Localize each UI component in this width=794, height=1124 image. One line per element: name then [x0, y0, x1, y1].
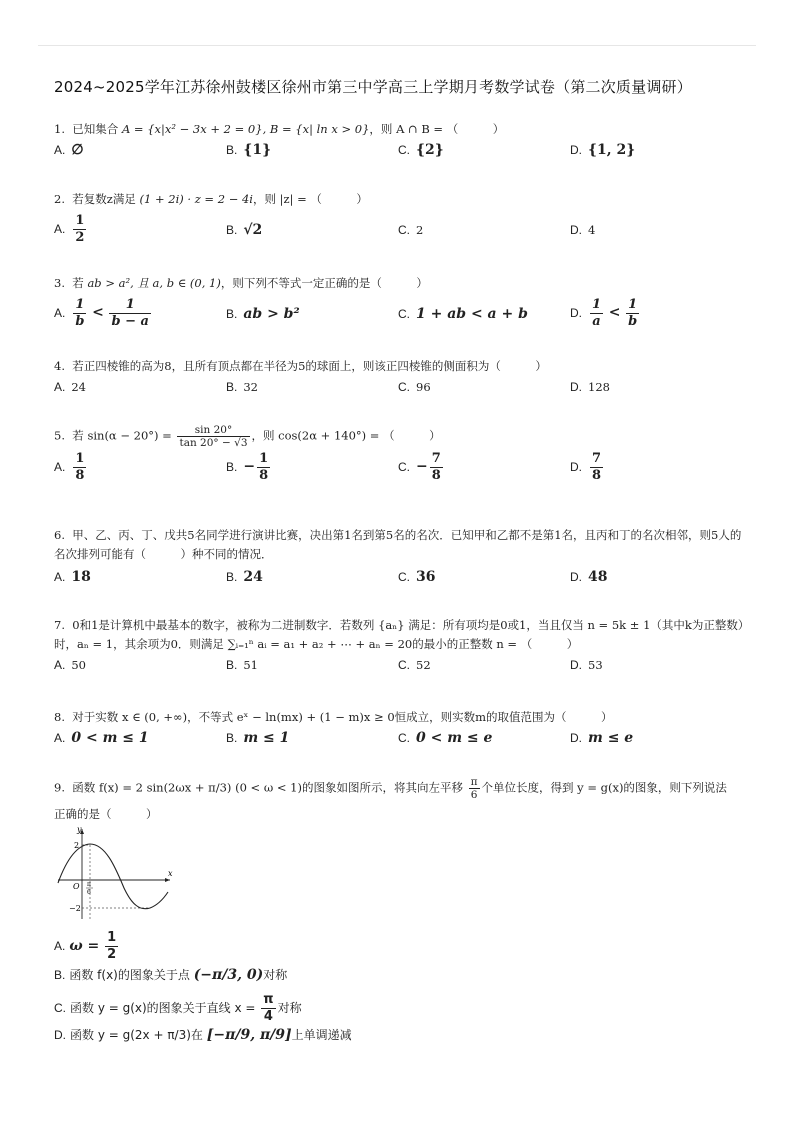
question-2 — [54, 190, 744, 245]
x-tick-numerator: π — [87, 881, 91, 888]
question-5 — [54, 424, 744, 487]
question-9-stem-cont: 正确的是（ ） — [54, 807, 158, 821]
question-4 — [54, 357, 744, 402]
question-1-options — [54, 141, 744, 165]
option-a[interactable]: A. $\frac{1}{b}$ < $\frac{1}{b - a}$ — [54, 297, 149, 329]
page-header-rule — [38, 45, 756, 46]
option-a[interactable]: A. $\frac{1}{8}$ — [54, 451, 85, 483]
option-d[interactable]: D. {1, 2} — [570, 142, 636, 158]
y-min-label: −2 — [69, 904, 81, 913]
option-d[interactable]: D. $\frac{7}{8}$ — [570, 451, 602, 483]
option-c[interactable]: C. 36 — [398, 569, 436, 585]
question-5-options — [54, 451, 744, 487]
question-2-stem: 2. 若复数z满足 (1 + 2i) · z = 2 − 4i，则 |z| = （ ） — [54, 192, 368, 206]
option-d[interactable]: D. m ≤ e — [570, 730, 634, 746]
question-7-options — [54, 656, 744, 680]
y-max-label: 2 — [74, 841, 80, 850]
option-c[interactable]: C. {2} — [398, 142, 444, 158]
y-axis-label: y — [77, 825, 82, 834]
option-c[interactable]: C. 0 < m ≤ e — [398, 730, 493, 746]
question-5-stem: 5. 若 sin(α − 20°) = $\frac{\sin 20^\circ}{\tan 20^\circ - √3}$ ，则 cos(2α + 140°) = （ ） — [54, 424, 441, 449]
question-4-options — [54, 378, 744, 402]
option-d[interactable]: D. 128 — [570, 380, 610, 394]
option-a[interactable]: A. $\frac{1}{2}$ — [54, 213, 85, 245]
question-9-stem: 9. 函数 f(x) = 2 sin(2ωx + π/3) (0 < ω < 1)的图象如图所示，将其向左平移 $\frac{\pi}{6}$ 个单位长度，得到 y = g(x)的图象，则下列说法 — [54, 776, 727, 801]
question-9 — [54, 776, 744, 824]
sine-graph — [54, 823, 178, 921]
option-b[interactable]: B. m ≤ 1 — [226, 730, 290, 746]
option-b[interactable]: B. 24 — [226, 569, 263, 585]
question-8 — [54, 708, 744, 753]
option-c[interactable]: C. 52 — [398, 658, 431, 672]
option-a[interactable]: A. 18 — [54, 569, 91, 585]
x-axis-label: x — [168, 869, 173, 878]
option-b[interactable]: B. 函数 f(x)的图象关于点 (−π/3, 0)对称 — [54, 967, 288, 983]
option-c[interactable]: C. 2 — [398, 223, 424, 237]
option-b[interactable]: B. {1} — [226, 142, 272, 158]
question-3-options — [54, 295, 744, 331]
question-3-stem: 3. 若 ab > a², 且 a, b ∈ (0, 1)，则下列不等式一定正确的是（ ） — [54, 276, 428, 290]
question-2-options — [54, 211, 744, 245]
option-b[interactable]: B. 32 — [226, 380, 258, 394]
option-a[interactable]: A. ∅ — [54, 142, 84, 158]
origin-label: O — [73, 882, 80, 891]
question-3 — [54, 274, 744, 331]
x-axis-arrow — [165, 878, 170, 882]
question-1 — [54, 120, 744, 165]
option-c[interactable]: C. 1 + ab < a + b — [398, 306, 528, 322]
option-b[interactable]: B. √2 — [226, 222, 263, 238]
question-6 — [54, 526, 744, 592]
option-b[interactable]: B. 51 — [226, 658, 258, 672]
question-4-stem: 4. 若正四棱锥的高为8，且所有顶点都在半径为5的球面上，则该正四棱锥的侧面积为（ ） — [54, 359, 547, 373]
question-7-stem: 7. 0和1是计算机中最基本的数字，被称为二进制数字．若数列 {aₙ} 满足：所有项均是0或1，当且仅当 n = 5k ± 1（其中k为正整数）时，aₙ = 1，其余项为0．则满足 ∑ᵢ₌₁ⁿ aᵢ = a₁ + a₂ + ⋯ + aₙ = 20的最小的正整数 n = （ ） — [54, 618, 744, 651]
question-1-stem: 1. 已知集合 A = {x|x² − 3x + 2 = 0}, B = {x| ln x > 0}，则 A ∩ B = （ ） — [54, 122, 505, 136]
question-8-options — [54, 729, 744, 753]
question-6-options — [54, 568, 744, 592]
option-d[interactable]: D. 4 — [570, 223, 596, 237]
exam-title: 2024~2025学年江苏徐州鼓楼区徐州市第三中学高三上学期月考数学试卷（第二次质量调研） — [54, 78, 692, 96]
option-a[interactable]: A. 24 — [54, 380, 86, 394]
option-a[interactable]: A. 50 — [54, 658, 86, 672]
option-b[interactable]: B. ab > b² — [226, 306, 300, 322]
option-d[interactable]: D. $\frac{1}{a}$ < $\frac{1}{b}$ — [570, 297, 638, 329]
option-c[interactable]: C. − $\frac{7}{8}$ — [398, 451, 441, 483]
option-c[interactable]: C. 函数 y = g(x)的图象关于直线 x = $\frac{\pi}{4}$ 对称 — [54, 992, 302, 1024]
x-tick-denominator: 6 — [87, 889, 91, 896]
question-6-stem: 6. 甲、乙、丙、丁、戊共5名同学进行演讲比赛，决出第1名到第5名的名次．已知甲和乙都不是第1名，且丙和丁的名次相邻，则5人的名次排列可能有（ ）种不同的情况． — [54, 528, 742, 561]
question-7 — [54, 616, 744, 680]
option-a[interactable]: A. ω = $\frac{1}{2}$ — [54, 930, 117, 962]
option-d[interactable]: D. 函数 y = g(2x + π/3)在 [−π/9, π/9]上单调递减 — [54, 1027, 352, 1043]
option-b[interactable]: B. − $\frac{1}{8}$ — [226, 451, 269, 483]
option-d[interactable]: D. 48 — [570, 569, 608, 585]
option-c[interactable]: C. 96 — [398, 380, 431, 394]
option-d[interactable]: D. 53 — [570, 658, 603, 672]
sine-curve — [58, 844, 168, 909]
question-8-stem: 8. 对于实数 x ∈ (0, +∞)，不等式 eˣ − ln(mx) + (1 − m)x ≥ 0恒成立，则实数m的取值范围为（ ） — [54, 710, 613, 724]
option-a[interactable]: A. 0 < m ≤ 1 — [54, 730, 149, 746]
